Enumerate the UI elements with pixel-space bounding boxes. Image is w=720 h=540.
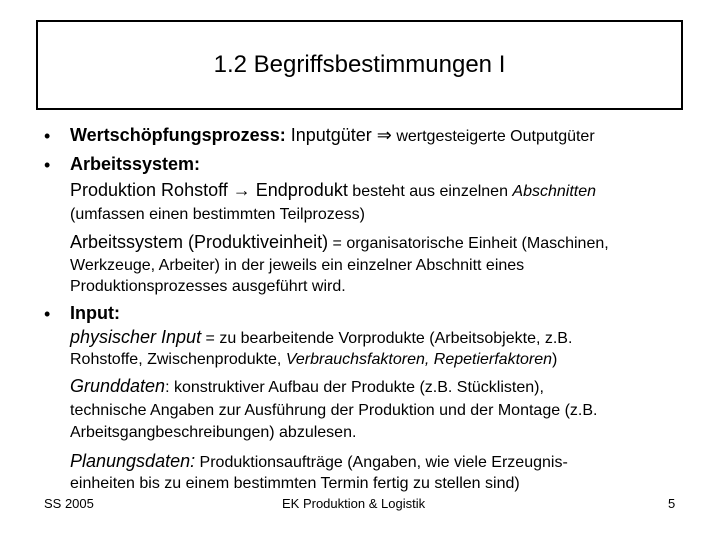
slide-title: 1.2 Begriffsbestimmungen I [213, 51, 506, 78]
footer-course-title: EK Produktion & Logistik [282, 496, 426, 511]
text-line: (umfassen einen bestimmten Teilprozess) [70, 206, 365, 223]
bullet-marker: • [44, 304, 51, 324]
footer-page-number: 5 [668, 496, 676, 511]
implies-arrow-icon: ⇒ [376, 125, 392, 145]
text: besteht aus einzelnen [347, 183, 513, 200]
text: Produktion Rohstoff [70, 180, 233, 200]
text-line [70, 233, 609, 252]
text: = organisatorische Einheit (Maschinen, [328, 235, 609, 252]
text: wertgesteigerte Outputgüter [391, 128, 595, 145]
text: physischer Input [70, 327, 202, 347]
right-arrow-icon: → [232, 180, 251, 200]
text-line: Produktionsprozesses ausgeführt wird. [70, 278, 346, 295]
text: ) [552, 351, 558, 368]
text-line [70, 352, 557, 368]
bullet-marker: • [44, 155, 51, 175]
bullet-wertschoepfung [70, 126, 595, 145]
term-input: Input: [70, 303, 120, 323]
text-line: einheiten bis zu einem bestimmten Termin fertig zu stellen sind) [70, 475, 520, 492]
text-line [70, 452, 568, 471]
text-line: technische Angaben zur Ausführung der Produktion und der Montage (z.B. [70, 402, 598, 419]
text: Inputgüter [285, 125, 377, 145]
text: Endprodukt [250, 180, 348, 200]
term-arbeitssystem: Arbeitssystem: [70, 154, 201, 174]
text: Arbeitssystem (Produktiveinheit) [70, 232, 329, 252]
text: Verbrauchsfaktoren, Repetierfaktoren [285, 351, 553, 368]
text-line: Werkzeuge, Arbeiter) in der jeweils ein einzelner Abschnitt eines [70, 257, 525, 274]
text: Planungsdaten: [70, 451, 196, 471]
text-line [70, 181, 596, 200]
term-wertschoepfungsprozess: Wertschöpfungsprozess: [70, 125, 286, 145]
text: Grunddaten [70, 376, 166, 396]
text-line [70, 328, 572, 347]
footer-date: SS 2005 [44, 496, 94, 511]
text-line: Arbeitsgangbeschreibungen) abzulesen. [70, 424, 357, 441]
text-line [70, 377, 544, 396]
text: : konstruktiver Aufbau der Produkte (z.B. Stücklisten), [165, 379, 544, 396]
text: Abschnitten [512, 183, 597, 200]
text: Rohstoffe, Zwischenprodukte, [70, 351, 286, 368]
text: = zu bearbeitende Vorprodukte (Arbeitsobjekte, z.B. [201, 330, 573, 347]
text: Produktionsaufträge (Angaben, wie viele Erzeugnis- [195, 454, 568, 471]
bullet-marker: • [44, 126, 51, 146]
